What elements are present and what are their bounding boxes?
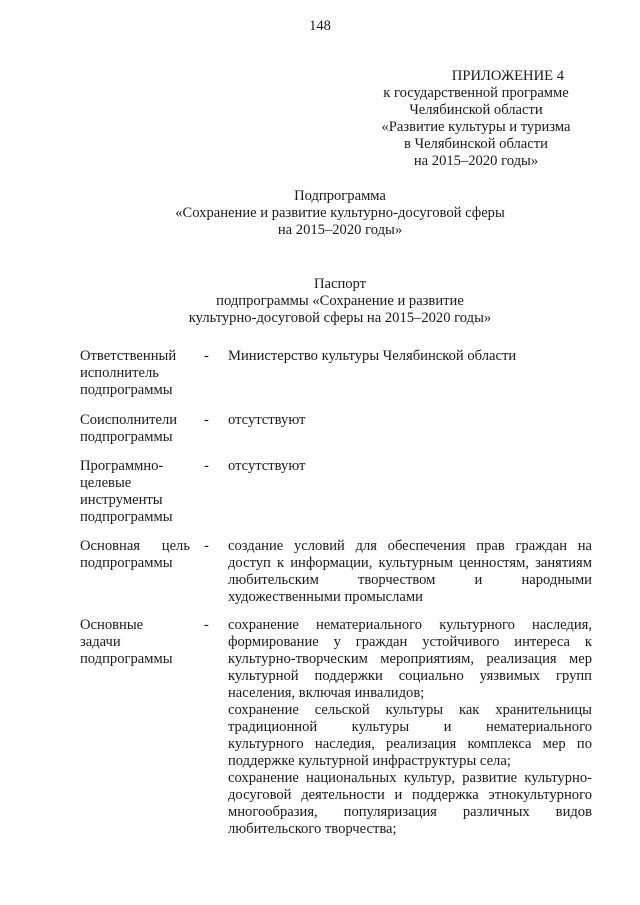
- value-line: досуговой деятельности и поддержка этнокультурного: [228, 787, 592, 803]
- subprogram-heading: [0, 188, 640, 239]
- label-line: подпрограммы: [80, 429, 173, 445]
- value-line: культурного наследия, реализация комплекса мер по: [228, 736, 592, 752]
- value-line: населения, включая инвалидов;: [228, 685, 425, 701]
- row-value: [228, 412, 592, 429]
- row-dash: -: [204, 458, 209, 474]
- row-label: [80, 348, 190, 399]
- value-line: любительским творчеством и народными: [228, 572, 592, 588]
- row-dash: -: [204, 348, 209, 364]
- page-number: 148: [309, 18, 331, 34]
- appendix-line: Челябинской области: [409, 102, 543, 118]
- value-line: доступ к информации, культурным ценностям, занятиям: [228, 555, 592, 571]
- value-line: отсутствуют: [228, 458, 306, 474]
- label-line: подпрограммы: [80, 509, 173, 525]
- value-line: культурной поддержки социально уязвимых групп: [228, 668, 592, 684]
- passport-subtitle: культурно-досуговой сферы на 2015–2020 годы»: [188, 310, 492, 326]
- value-line: создание условий для обеспечения прав граждан на: [228, 538, 592, 554]
- row-label: [80, 412, 190, 446]
- label-line: целевые: [80, 475, 132, 491]
- label-line: Основная цель: [80, 538, 190, 554]
- value-line: художественными промыслами: [228, 589, 423, 605]
- value-line: сохранение нематериального культурного наследия,: [228, 617, 592, 633]
- passport-title: Паспорт: [313, 276, 367, 292]
- value-line: Министерство культуры Челябинской области: [228, 348, 517, 364]
- row-value: [228, 617, 592, 838]
- value-line: культурно-творческим мероприятиям, реализация мер: [228, 651, 592, 667]
- row-dash: -: [204, 617, 209, 633]
- subprogram-period: на 2015–2020 годы»: [277, 222, 403, 238]
- label-line: задачи: [80, 634, 121, 650]
- subprogram-title: Подпрограмма: [294, 188, 386, 204]
- label-line: Программно-: [80, 458, 164, 474]
- label-line: Ответственный: [80, 348, 177, 364]
- label-line: исполнитель: [80, 365, 159, 381]
- passport-heading: [0, 276, 640, 327]
- value-line: поддержке культурной инфраструктуры села;: [228, 753, 511, 769]
- passport-subtitle: подпрограммы «Сохранение и развитие: [216, 293, 464, 309]
- appendix-line: «Развитие культуры и туризма: [381, 119, 571, 135]
- row-label: [80, 617, 190, 668]
- value-line: любительского творчества;: [228, 821, 397, 837]
- value-line: сохранение сельской культуры как хранительницы: [228, 702, 592, 718]
- row-dash: -: [204, 412, 209, 428]
- label-line: подпрограммы: [80, 382, 173, 398]
- label-line: подпрограммы: [80, 651, 173, 667]
- label-line: Соисполнители: [80, 412, 178, 428]
- row-value: [228, 458, 592, 475]
- row-dash: -: [204, 538, 209, 554]
- appendix-title: ПРИЛОЖЕНИЕ 4: [451, 68, 564, 84]
- value-line: традиционной культуры и нематериального: [228, 719, 592, 735]
- row-value: [228, 348, 592, 365]
- value-line: отсутствуют: [228, 412, 306, 428]
- appendix-block: [340, 68, 612, 170]
- row-label: [80, 458, 190, 526]
- appendix-line: на 2015–2020 годы»: [413, 153, 539, 169]
- label-line: подпрограммы: [80, 555, 173, 571]
- value-line: многообразия, популяризация различных видов: [228, 804, 592, 820]
- row-value: [228, 538, 592, 606]
- subprogram-name: «Сохранение и развитие культурно-досуговой сферы: [175, 205, 505, 221]
- value-line: формирование у граждан устойчивого интереса к: [228, 634, 592, 650]
- value-line: сохранение национальных культур, развитие культурно-: [228, 770, 592, 786]
- label-line: инструменты: [80, 492, 163, 508]
- appendix-line: в Челябинской области: [404, 136, 548, 152]
- row-label: [80, 538, 190, 572]
- label-line: Основные: [80, 617, 144, 633]
- appendix-line: к государственной программе: [383, 85, 569, 101]
